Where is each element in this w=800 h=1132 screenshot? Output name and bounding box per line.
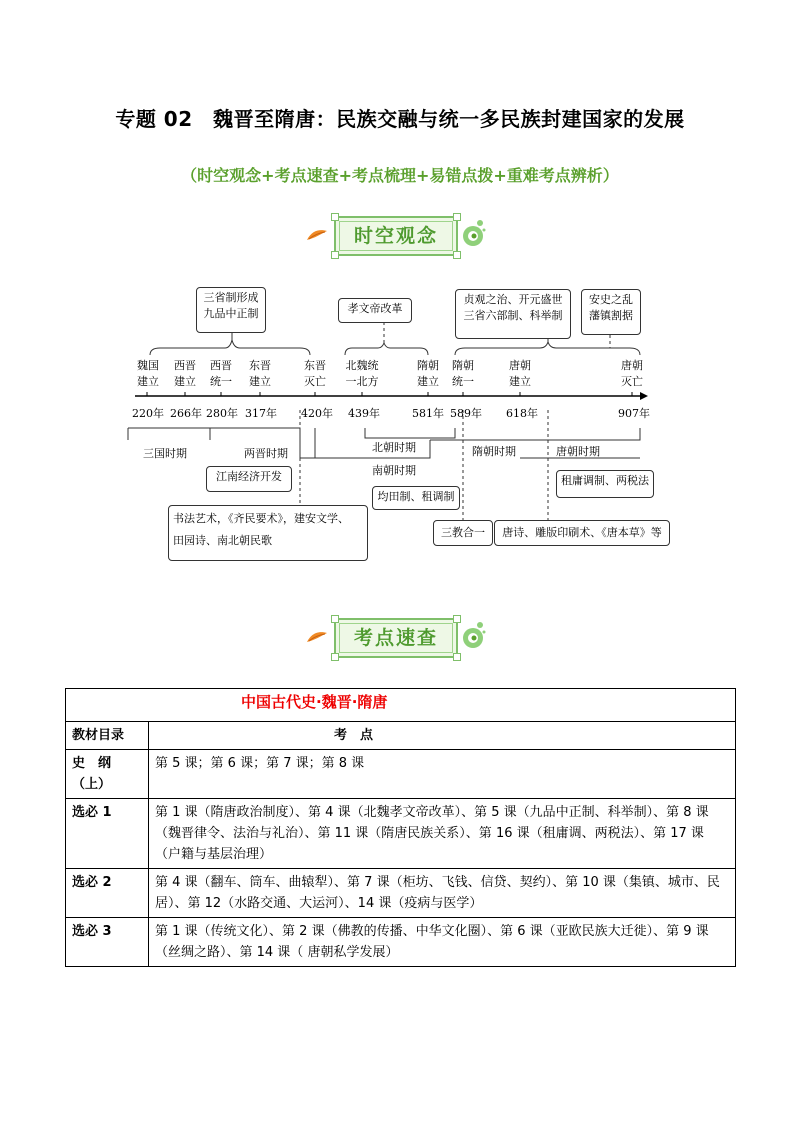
box-juntian: 均田制、租调制 xyxy=(372,486,460,510)
banner-quickcheck xyxy=(306,612,486,672)
year-label: 439年 xyxy=(348,407,380,420)
banner-quickcheck-label: 考点速查 xyxy=(353,627,438,649)
event-9: 唐朝 建立 xyxy=(509,359,531,388)
box-jiangnan: 江南经济开发 xyxy=(206,466,292,492)
year-label: 317年 xyxy=(245,407,277,420)
year-label: 589年 xyxy=(450,407,482,420)
period-sanguo: 三国时期 xyxy=(143,447,187,460)
box-sansheng: 三省制形成 九品中正制 xyxy=(196,287,266,333)
box-xiaowen: 孝文帝改革 xyxy=(338,298,412,323)
event-6: 北魏统 一北方 xyxy=(345,359,379,388)
box-zhenguan: 贞观之治、开元盛世 三省六部制、科举制 xyxy=(455,289,571,339)
event-8: 隋朝 统一 xyxy=(452,359,474,388)
event-2: 西晋 建立 xyxy=(174,359,196,388)
event-3: 西晋 统一 xyxy=(210,359,232,388)
box-anshi: 安史之乱 藩镇割据 xyxy=(581,289,641,335)
event-7: 隋朝 建立 xyxy=(417,359,439,388)
box-sanjiao: 三教合一 xyxy=(433,520,493,546)
row-book: 选必 1 xyxy=(66,799,149,869)
page-subtitle: （时空观念+考点速查+考点梳理+易错点拨+重难考点辨析） xyxy=(181,166,619,185)
table-row xyxy=(66,750,736,799)
event-1: 魏国 建立 xyxy=(137,359,159,388)
row-book: 史 纲（上） xyxy=(66,750,149,799)
table-row xyxy=(66,918,736,967)
box-culture: 书法艺术，《齐民要术》，建安文学、 田园诗、南北朝民歌 xyxy=(168,505,368,561)
row-points: 第 1 课（传统文化）、第 2 课（佛教的传播、中华文化圈）、第 6 课（亚欧民族大迁徙）、第 9 课（丝绸之路）、第 14 课（ 唐朝私学发展） xyxy=(149,918,736,967)
year-label: 618年 xyxy=(506,407,538,420)
year-label: 420年 xyxy=(301,407,333,420)
event-5: 东晋 灭亡 xyxy=(304,359,326,388)
page-title: 专题 02 魏晋至隋唐：民族交融与统一多民族封建国家的发展 xyxy=(115,107,685,131)
period-beichao: 北朝时期 xyxy=(372,441,416,454)
box-zuyong: 租庸调制、两税法 xyxy=(556,470,654,498)
row-book: 选必 2 xyxy=(66,869,149,918)
event-4: 东晋 建立 xyxy=(249,359,271,388)
year-label: 907年 xyxy=(618,407,650,420)
row-points: 第 1 课（隋唐政治制度）、第 4 课（北魏孝文帝改革）、第 5 课（九品中正制、科举制）、第 8 课（魏晋律令、法治与礼治）、第 11 课（隋唐民族关系）、第 16 课（租庸调、两税法）、第 17 课（户籍与基层治理） xyxy=(149,799,736,869)
leaf-icon xyxy=(306,630,328,644)
banner-timeline-label: 时空观念 xyxy=(353,225,438,247)
row-points: 第 4 课（翻车、筒车、曲辕犁）、第 7 课（柜坊、飞钱、信贷、契约）、第 10 课（集镇、城市、民居）、第 12（水路交通、大运河）、14 课（疫病与医学） xyxy=(149,869,736,918)
period-tang: 唐朝时期 xyxy=(556,445,600,458)
period-sui: 隋朝时期 xyxy=(472,445,516,458)
col-header-book: 教材目录 xyxy=(66,722,149,750)
period-liangjin: 两晋时期 xyxy=(244,447,288,460)
col-header-points: 考 点 xyxy=(149,722,736,750)
table-caption: 中国古代史·魏晋·隋唐 xyxy=(66,689,736,722)
table-row xyxy=(66,869,736,918)
year-label: 280年 xyxy=(206,407,238,420)
exam-points-table xyxy=(65,688,736,967)
box-tangshi: 唐诗、雕版印刷术、《唐本草》等 xyxy=(494,520,670,546)
year-label: 581年 xyxy=(412,407,444,420)
table-row xyxy=(66,799,736,869)
year-label: 220年 xyxy=(132,407,164,420)
row-points: 第 5 课；第 6 课；第 7 课；第 8 课 xyxy=(149,750,736,799)
event-10: 唐朝 灭亡 xyxy=(621,359,643,388)
period-nanchao: 南朝时期 xyxy=(372,464,416,477)
year-label: 266年 xyxy=(170,407,202,420)
row-book: 选必 3 xyxy=(66,918,149,967)
swirl-icon xyxy=(460,620,486,650)
